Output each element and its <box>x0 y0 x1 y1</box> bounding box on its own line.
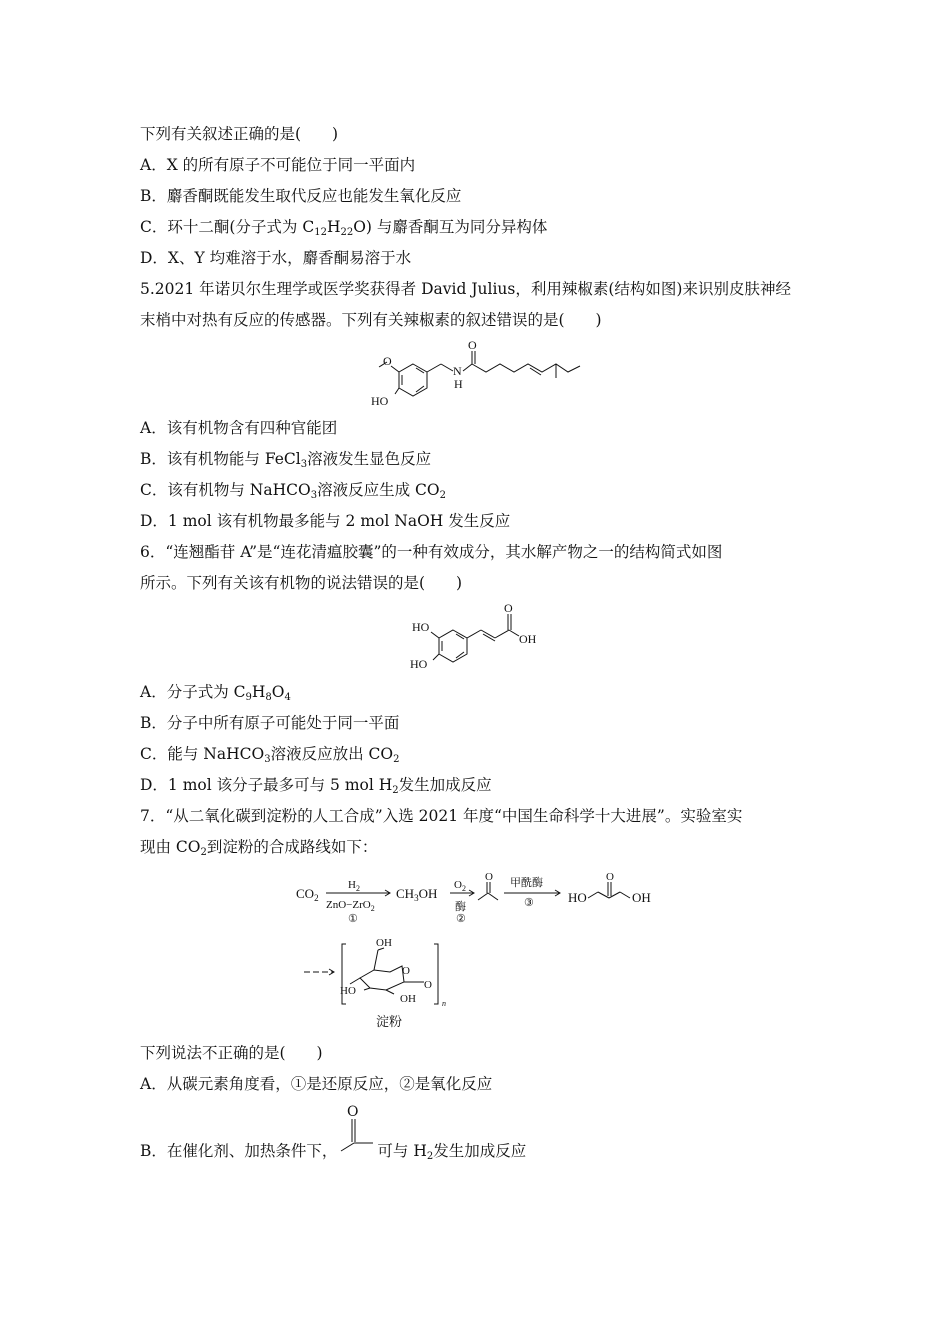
q5-option-b: B．该有机物能与 FeCl$_3$溶液发生显色反应 <box>140 450 432 470</box>
starch-label: 淀粉 <box>376 1014 403 1029</box>
starch-n: n <box>442 999 446 1008</box>
capsaicin-h-label: H <box>454 377 463 391</box>
prev-stem: 下列有关叙述正确的是( ) <box>140 125 339 143</box>
q5-stem-line1: 5.2021 年诺贝尔生理学或医学奖获得者 David Julius，利用辣椒素(结构如图)来识别皮肤神经 <box>140 280 791 298</box>
q5-option-a: A．该有机物含有四种官能团 <box>140 419 338 437</box>
scheme-enzyme: 酶 <box>455 901 466 913</box>
q6-option-d: D．1 mol 该分子最多可与 5 mol $H_2$发生加成反应 <box>140 776 492 796</box>
acetone-structure <box>337 1104 377 1161</box>
q6-option-c: C．能与 NaHCO$_3$溶液反应放出 $CO_2$ <box>140 745 400 765</box>
caffeic-acid-structure <box>405 600 555 680</box>
scheme-ketone-o: O <box>485 871 493 883</box>
prev-option-b: B．麝香酮既能发生取代反应也能发生氧化反应 <box>140 187 462 205</box>
q7-option-b: B．在催化剂、加热条件下， O 可与 $H_2$发生加成反应 <box>140 1104 527 1162</box>
q6-option-a: A．分子式为 $C_9H_8O_4$ <box>140 683 291 703</box>
q6-stem-line2: 所示。下列有关该有机物的说法错误的是( ) <box>140 574 463 592</box>
scheme-step1: ① <box>348 913 358 925</box>
scheme-enzyme2: 甲酰酶 <box>510 877 543 889</box>
starch-oh: OH <box>400 993 416 1005</box>
starch-oh-top: OH <box>376 937 392 949</box>
capsaicin-methoxy-o-label: O <box>383 354 392 368</box>
scheme-o2: $O_2$ <box>454 879 466 893</box>
starch-ring-o: O <box>402 965 410 977</box>
scheme-h2: $H_2$ <box>348 879 360 893</box>
scheme-catalyst: ZnO−ZrO$_2$ <box>326 899 375 913</box>
scheme-step2: ② <box>456 913 466 925</box>
q7-stem-line1: 7．“从二氧化碳到淀粉的人工合成”入选 2021 年度“中国生命科学十大进展”。实验室实 <box>140 807 743 825</box>
caffeic-o-label: O <box>504 601 513 615</box>
q5-option-d: D．1 mol 该有机物最多能与 2 mol NaOH 发生反应 <box>140 512 511 530</box>
prev-option-c: C．环十二酮(分子式为 $C_{12}H_{22}O$) 与麝香酮互为同分异构体 <box>140 218 548 238</box>
q6-stem-line1: 6．“连翘酯苷 A”是“连花清瘟胶囊”的一种有效成分，其水解产物之一的结构简式如图 <box>140 543 723 561</box>
q6-option-b: B．分子中所有原子可能处于同一平面 <box>140 714 400 732</box>
acetone-o-label: O <box>347 1104 359 1120</box>
scheme-ch3oh: $CH_3OH$ <box>396 886 438 903</box>
scheme-ho: HO <box>568 890 587 905</box>
q5-stem-line2: 末梢中对热有反应的传感器。下列有关辣椒素的叙述错误的是( ) <box>140 311 602 329</box>
caffeic-oh-label: OH <box>519 632 537 646</box>
capsaicin-o-label: O <box>468 338 477 352</box>
prev-option-a: A．X 的所有原子不可能位于同一平面内 <box>140 156 416 174</box>
scheme-co2: $CO_2$ <box>296 886 319 903</box>
q7-option-a: A．从碳元素角度看，①是还原反应，②是氧化反应 <box>140 1075 493 1093</box>
scheme-dha-o: O <box>606 871 614 883</box>
capsaicin-structure <box>365 338 595 418</box>
caffeic-ho2-label: HO <box>410 657 428 671</box>
q5-option-c: C．该有机物与 NaHCO$_3$溶液反应生成 $CO_2$ <box>140 481 446 501</box>
synthesis-scheme <box>290 866 670 1036</box>
capsaicin-n-label: N <box>453 364 462 378</box>
scheme-step3: ③ <box>524 897 534 909</box>
starch-link-o: O <box>424 979 432 991</box>
scheme-oh: OH <box>632 890 651 905</box>
starch-ho: HO <box>340 985 356 997</box>
capsaicin-ho-label: HO <box>371 394 389 408</box>
q7-stem: 下列说法不正确的是( ) <box>140 1044 323 1062</box>
prev-option-d: D．X、Y 均难溶于水，麝香酮易溶于水 <box>140 249 412 267</box>
caffeic-ho1-label: HO <box>412 620 430 634</box>
q7-stem-line2: 现由 $CO_2$到淀粉的合成路线如下： <box>140 838 378 858</box>
